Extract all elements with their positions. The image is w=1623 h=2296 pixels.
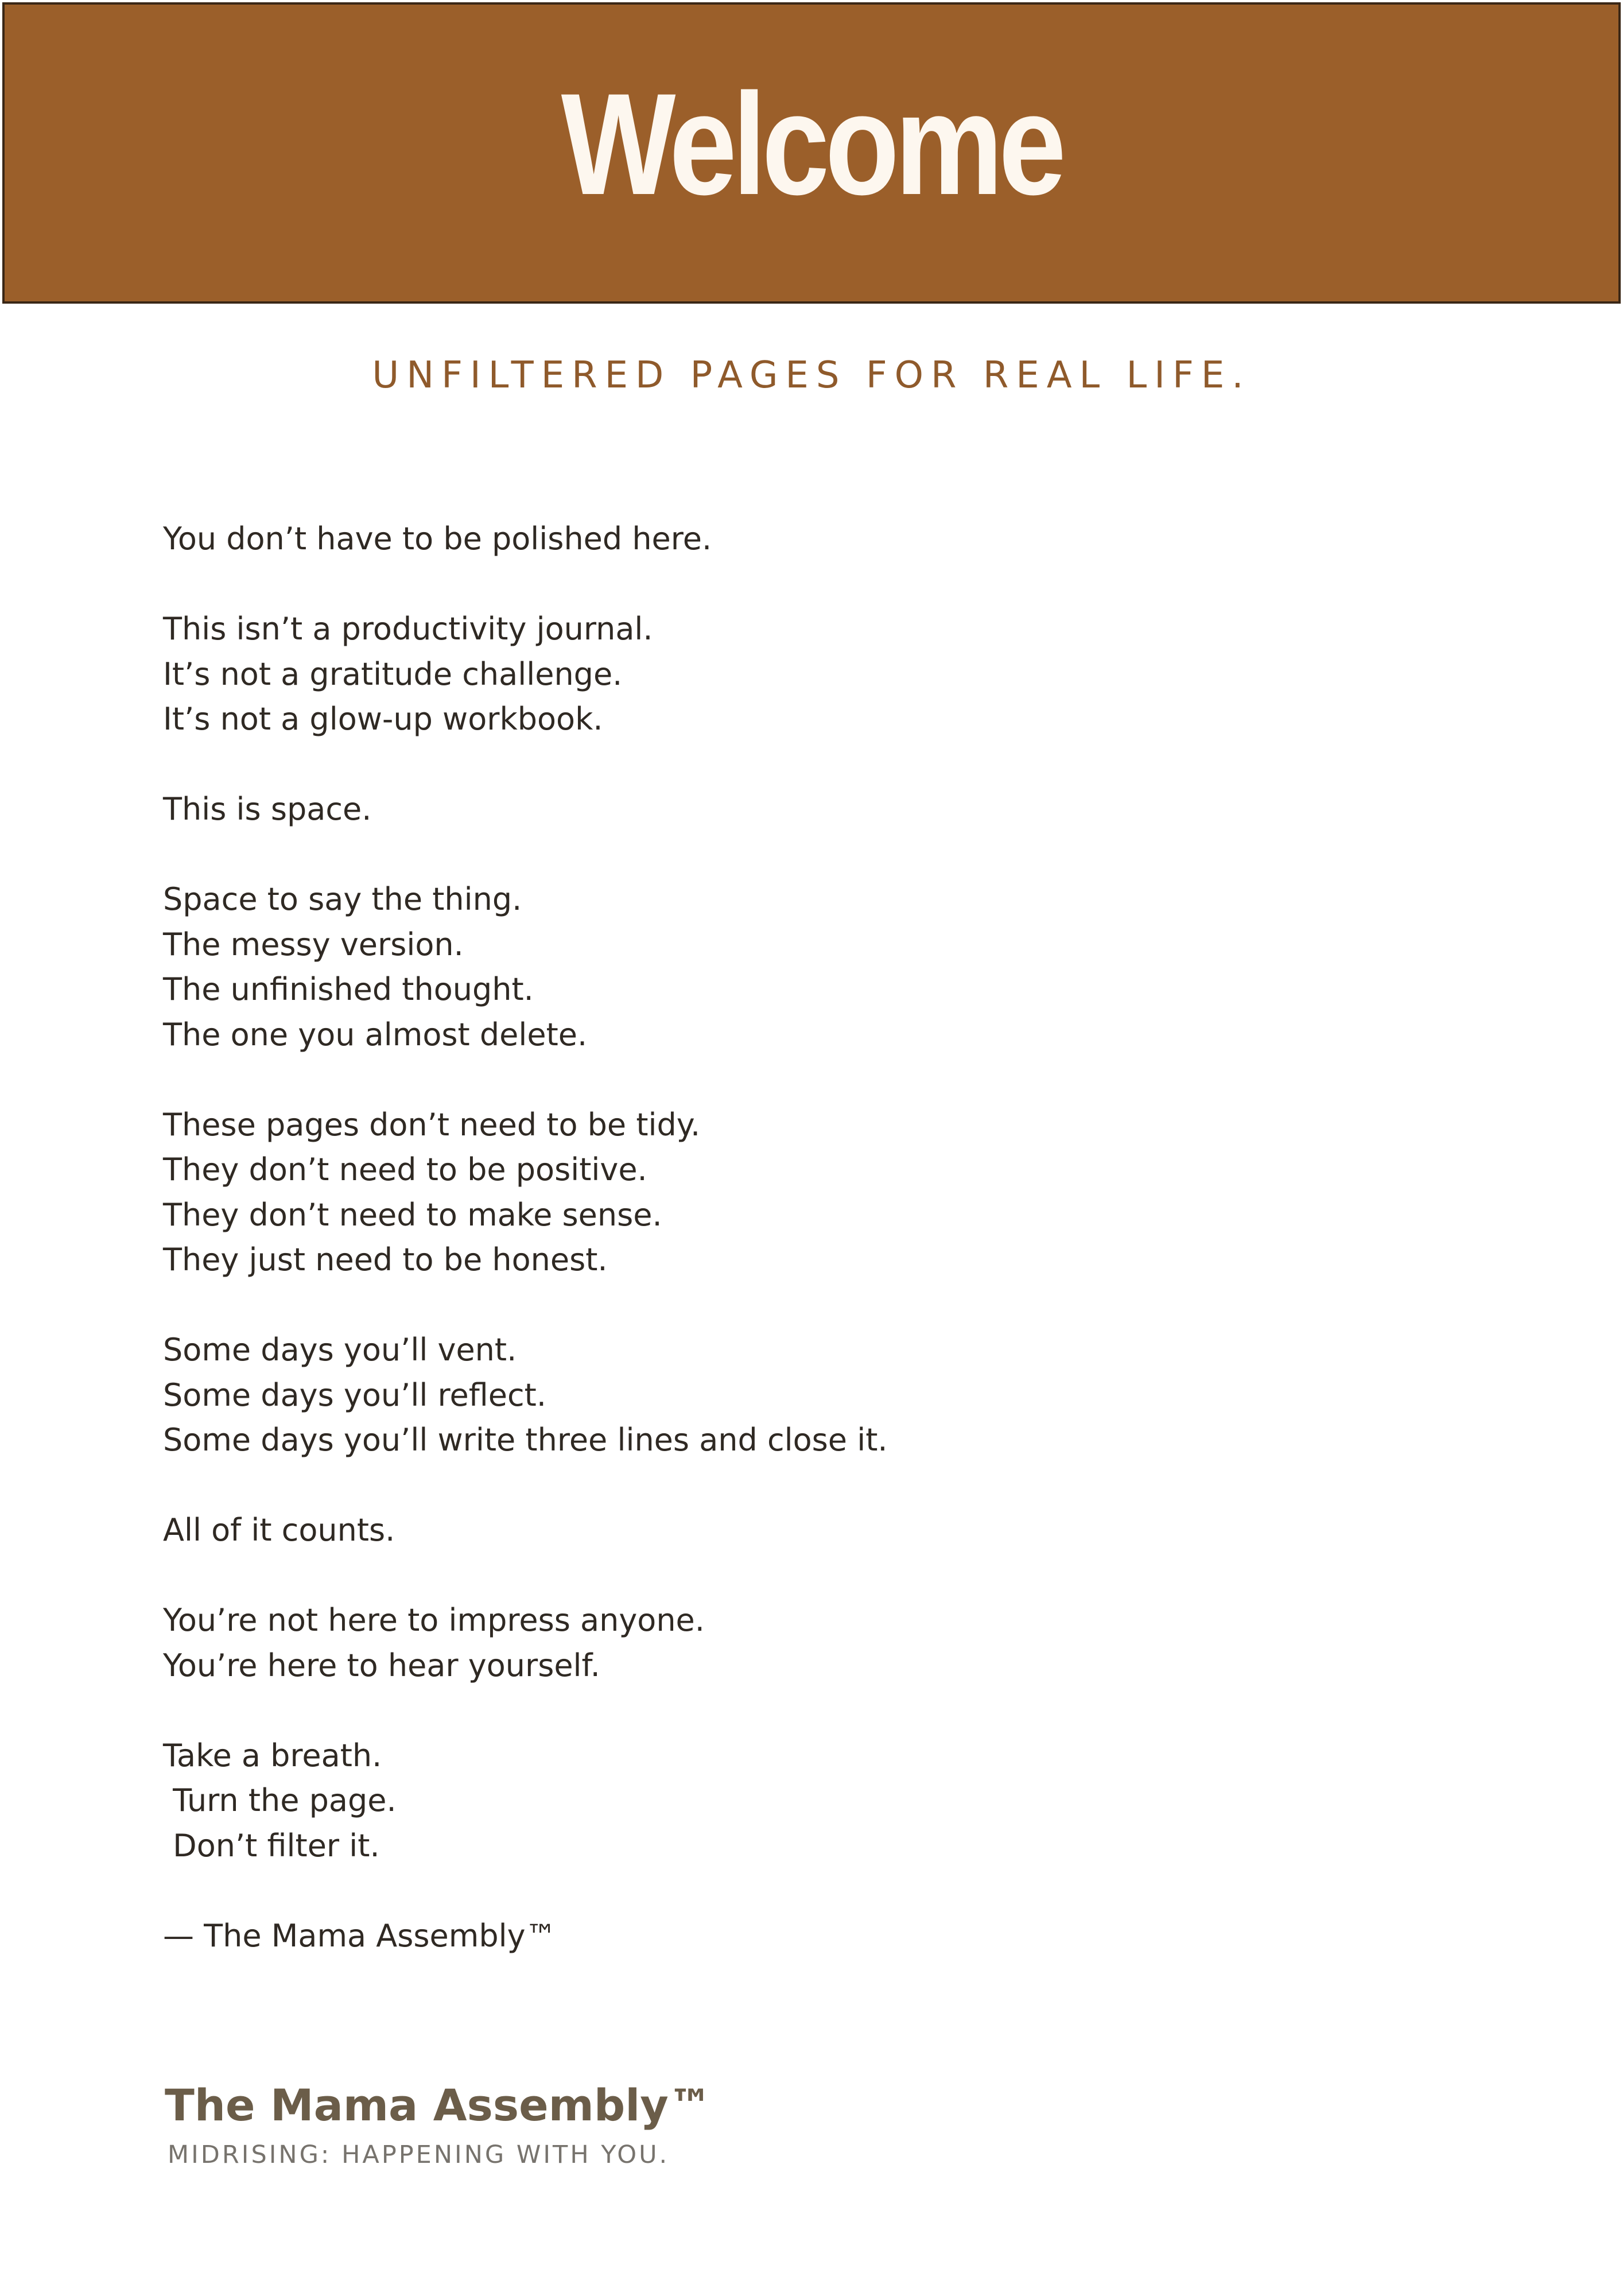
text-line: It’s not a gratitude challenge. (163, 656, 623, 692)
page-title: Welcome (561, 64, 1062, 225)
blank-line (163, 1283, 1483, 1328)
text-line: They just need to be honest. (163, 1242, 608, 1278)
text-line: They don’t need to make sense. (163, 1196, 662, 1233)
header-banner (2, 2, 1621, 304)
footer-tagline: MIDRISING: HAPPENING WITH YOU. (168, 2140, 670, 2169)
body-text (163, 517, 1483, 1958)
text-line: All of it counts. (163, 1512, 395, 1548)
blank-line (163, 1057, 1483, 1103)
text-line: The one you almost delete. (163, 1016, 588, 1053)
text-line: You’re not here to impress anyone. (163, 1602, 705, 1638)
text-line: Space to say the thing. (163, 881, 522, 917)
text-line: You’re here to hear yourself. (163, 1647, 600, 1684)
blank-line (163, 742, 1483, 788)
text-line: You don’t have to be polished here. (163, 521, 712, 557)
text-line: Some days you’ll vent. (163, 1332, 517, 1368)
text-line: This is space. (163, 791, 372, 827)
tagline: UNFILTERED PAGES FOR REAL LIFE. (372, 354, 1251, 397)
text-line: The messy version. (163, 926, 464, 963)
text-line: Don’t filter it. (163, 1827, 380, 1864)
text-line: It’s not a glow-up workbook. (163, 701, 603, 737)
text-line: Some days you’ll write three lines and close it. (163, 1422, 888, 1458)
blank-line (163, 1553, 1483, 1599)
blank-line (163, 832, 1483, 878)
blank-line (163, 1688, 1483, 1733)
text-line: Some days you’ll reflect. (163, 1376, 546, 1413)
text-line: They don’t need to be positive. (163, 1151, 647, 1188)
text-line: This isn’t a productivity journal. (163, 611, 653, 647)
text-line: These pages don’t need to be tidy. (163, 1106, 701, 1143)
text-line: The unfinished thought. (163, 971, 534, 1007)
blank-line (163, 1868, 1483, 1914)
blank-line (163, 562, 1483, 607)
signature-line: — The Mama Assembly™ (163, 1917, 557, 1954)
text-line: Turn the page. (163, 1782, 397, 1818)
text-line: Take a breath. (163, 1737, 382, 1774)
footer-brand: The Mama Assembly™ (165, 2080, 712, 2131)
blank-line (163, 1463, 1483, 1508)
